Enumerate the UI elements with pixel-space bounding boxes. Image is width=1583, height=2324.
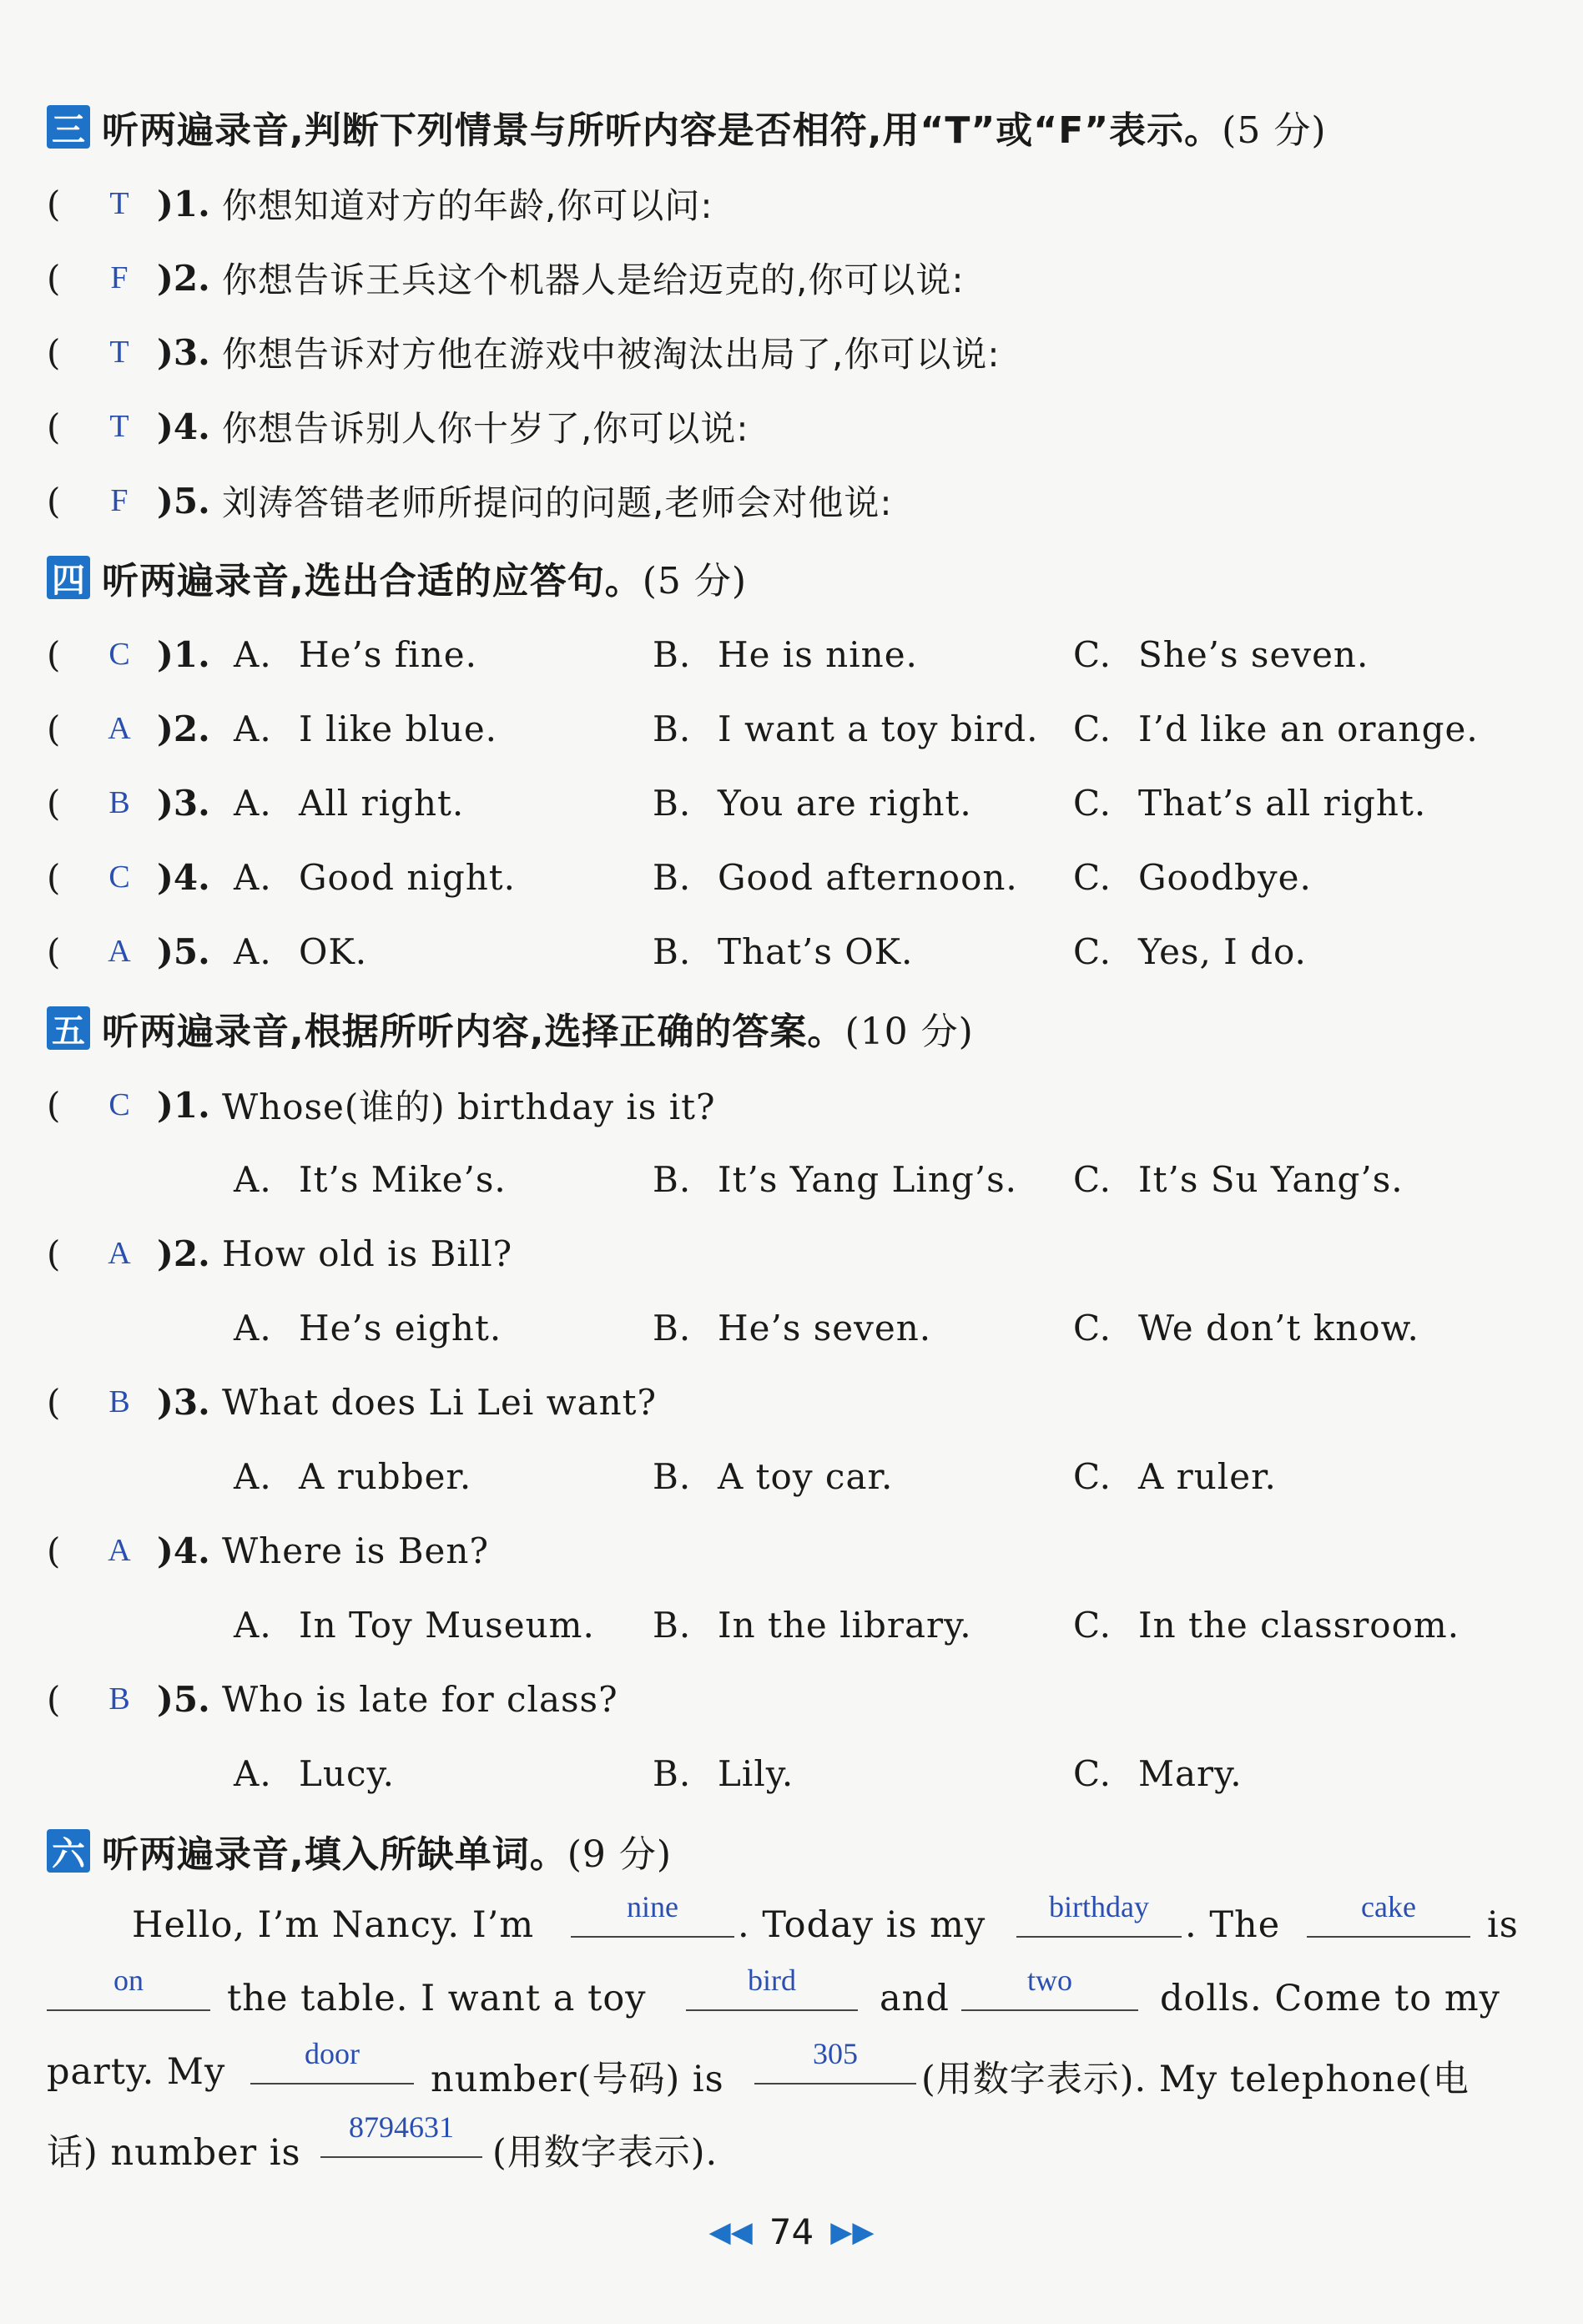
section-3-title-text: 听两遍录音,判断下列情景与所听内容是否相符,用“T”或“F”表示。: [102, 109, 1223, 152]
s3-question-2: [47, 253, 965, 303]
cloze-text: party. My: [47, 2051, 226, 2093]
s4-q2-option-c: [1073, 703, 1479, 754]
option-letter: A.: [234, 1455, 272, 1497]
option-text: He’s seven.: [718, 1307, 932, 1349]
s4-q3-option-b: [653, 778, 972, 828]
answer: B: [108, 1384, 130, 1419]
s5-question-1: [47, 1080, 716, 1130]
option-text: Mary.: [1138, 1752, 1243, 1794]
cloze-text: Hello, I’m Nancy. I’m: [132, 1904, 535, 1946]
paren: (: [47, 856, 61, 898]
cloze-blank-1: nine: [571, 1888, 734, 1938]
s5-q2-option-c: [1073, 1303, 1419, 1353]
s4-q4-option-b: [653, 852, 1018, 902]
option-letter: B.: [653, 782, 692, 824]
question-number: )1.: [157, 183, 210, 224]
s3-question-1: [47, 179, 713, 229]
s4-q3-option-c: [1073, 778, 1426, 828]
question-number: )5.: [157, 930, 210, 972]
question-number: )3.: [157, 1381, 210, 1423]
cloze-blank-2: birthday: [1016, 1888, 1182, 1938]
option-text: Yes, I do.: [1138, 930, 1307, 972]
option-letter: B.: [653, 1307, 692, 1349]
answer: A: [108, 711, 131, 746]
option-text: You are right.: [718, 782, 972, 824]
s3-question-5: [47, 476, 893, 526]
question-text: Where is Ben?: [222, 1530, 489, 1571]
answer: B: [108, 785, 130, 820]
question-text: 你想告诉对方他在游戏中被淘汰出局了,你可以说:: [222, 334, 1001, 375]
option-letter: A.: [234, 633, 272, 675]
question-number: )4.: [157, 406, 210, 447]
paren: (: [47, 480, 61, 522]
option-letter: C.: [1073, 1307, 1112, 1349]
paren: (: [47, 633, 61, 675]
option-letter: C.: [1073, 1158, 1112, 1200]
option-letter: B.: [653, 1455, 692, 1497]
option-letter: B.: [653, 1752, 692, 1794]
section-3-badge: 三: [47, 105, 90, 149]
answer: F: [110, 483, 129, 518]
s5-q2-option-a: [234, 1303, 502, 1353]
question-number: )3.: [157, 782, 210, 824]
paren: (: [47, 930, 61, 972]
option-text: I’d like an orange.: [1138, 708, 1479, 749]
option-text: We don’t know.: [1138, 1307, 1419, 1349]
cloze-text: (用数字表示). My telephone(电: [921, 2059, 1470, 2100]
s4-q4-option-a: [234, 852, 516, 902]
cloze-text: number(号码) is: [431, 2059, 724, 2100]
option-letter: A.: [234, 1307, 272, 1349]
option-text: He’s fine.: [299, 633, 477, 675]
paren: (: [47, 1530, 61, 1571]
option-letter: A.: [234, 782, 272, 824]
cloze-text: . The: [1185, 1904, 1281, 1946]
section-5-header: [47, 1003, 974, 1053]
s5-q4-option-c: [1073, 1600, 1459, 1650]
cloze-blank-7: door: [250, 2034, 414, 2085]
s4-q5-option-b: [653, 926, 913, 976]
next-arrow-icon: ▶▶: [830, 2215, 875, 2249]
question-text: What does Li Lei want?: [222, 1381, 658, 1423]
s5-question-2: [47, 1228, 512, 1278]
answer: T: [109, 409, 129, 444]
s4-q2-option-b: [653, 703, 1038, 754]
s4-q1-option-a: [234, 629, 477, 679]
section-3-title: [102, 100, 1326, 154]
question-number: )2.: [157, 257, 210, 299]
option-letter: A.: [234, 1752, 272, 1794]
question-number: )2.: [157, 708, 210, 749]
option-text: She’s seven.: [1138, 633, 1369, 675]
option-text: He’s eight.: [299, 1307, 502, 1349]
option-text: A rubber.: [299, 1455, 472, 1497]
paren: (: [47, 331, 61, 373]
cloze-text: (用数字表示).: [492, 2132, 718, 2174]
page-number: 74: [769, 2211, 814, 2252]
section-4-header: [47, 552, 747, 602]
s5-q4-option-a: [234, 1600, 595, 1650]
question-number: )1.: [157, 1084, 210, 1126]
section-5-points: (10 分): [844, 1011, 974, 1053]
s5-q1-option-b: [653, 1154, 1017, 1204]
cloze-blank-5: bird: [686, 1961, 858, 2011]
question-number: )5.: [157, 480, 210, 522]
section-6-badge: 六: [47, 1829, 90, 1873]
cloze-blank-6: two: [961, 1961, 1138, 2011]
paren: (: [47, 782, 61, 824]
s5-q5-option-b: [653, 1748, 794, 1798]
section-5-title-text: 听两遍录音,根据所听内容,选择正确的答案。: [102, 1011, 845, 1053]
cloze-text: is: [1487, 1904, 1519, 1946]
option-letter: C.: [1073, 708, 1112, 749]
option-letter: A.: [234, 856, 272, 898]
section-4-badge: 四: [47, 556, 90, 599]
s3-question-4: [47, 401, 749, 451]
prev-arrow-icon: ◀◀: [708, 2215, 753, 2249]
s5-q5-option-c: [1073, 1748, 1243, 1798]
section-4-title: [102, 551, 747, 604]
section-5-title: [102, 1001, 974, 1055]
option-text: That’s all right.: [1138, 782, 1427, 824]
option-letter: C.: [1073, 1455, 1112, 1497]
option-letter: A.: [234, 1158, 272, 1200]
option-text: It’s Yang Ling’s.: [718, 1158, 1018, 1200]
option-letter: A.: [234, 708, 272, 749]
question-number: )2.: [157, 1233, 210, 1274]
option-letter: B.: [653, 633, 692, 675]
option-letter: C.: [1073, 782, 1112, 824]
question-text: Whose(谁的) birthday is it?: [222, 1086, 716, 1127]
answer: A: [108, 1236, 131, 1271]
cloze-blank-9: 8794631: [320, 2108, 482, 2158]
section-3-points: (5 分): [1222, 109, 1327, 152]
answer: C: [108, 860, 130, 895]
option-text: Goodbye.: [1138, 856, 1312, 898]
answer: F: [110, 260, 129, 295]
cloze-blank-8: 305: [754, 2034, 916, 2085]
paren: (: [47, 1381, 61, 1423]
question-text: How old is Bill?: [222, 1233, 513, 1274]
option-text: A toy car.: [718, 1455, 894, 1497]
s5-question-4: [47, 1525, 489, 1575]
section-6-points: (9 分): [567, 1833, 673, 1876]
answer: C: [108, 637, 130, 672]
option-letter: C.: [1073, 633, 1112, 675]
s5-q4-option-b: [653, 1600, 972, 1650]
option-text: Lily.: [718, 1752, 794, 1794]
s4-q5-option-a: [234, 926, 367, 976]
answer: T: [109, 335, 129, 370]
section-6-title-text: 听两遍录音,填入所缺单词。: [102, 1833, 567, 1876]
question-number: )5.: [157, 1678, 210, 1720]
s4-q1-option-c: [1073, 629, 1369, 679]
paren: (: [47, 1678, 61, 1720]
option-letter: A.: [234, 1604, 272, 1646]
section-4-points: (5 分): [642, 560, 748, 602]
question-number: )4.: [157, 1530, 210, 1571]
question-text: 你想知道对方的年龄,你可以问:: [222, 185, 713, 226]
s5-q1-option-a: [234, 1154, 507, 1204]
option-letter: B.: [653, 1604, 692, 1646]
option-letter: C.: [1073, 1604, 1112, 1646]
option-text: That’s OK.: [718, 930, 914, 972]
section-6-header: [47, 1826, 672, 1876]
paren: (: [47, 1233, 61, 1274]
option-text: A ruler.: [1138, 1455, 1277, 1497]
s5-question-3: [47, 1377, 657, 1427]
answer: A: [108, 1533, 131, 1568]
question-text: 你想告诉别人你十岁了,你可以说:: [222, 408, 749, 449]
answer: A: [108, 934, 131, 969]
section-4-title-text: 听两遍录音,选出合适的应答句。: [102, 560, 643, 602]
cloze-text: dolls. Come to my: [1160, 1978, 1500, 2019]
section-6-title: [102, 1824, 672, 1878]
option-text: In the library.: [718, 1604, 972, 1646]
s5-q1-option-c: [1073, 1154, 1404, 1204]
s4-q3-option-a: [234, 778, 464, 828]
option-letter: B.: [653, 708, 692, 749]
option-letter: A.: [234, 930, 272, 972]
paren: (: [47, 257, 61, 299]
option-text: He is nine.: [718, 633, 918, 675]
answer: T: [109, 186, 129, 221]
option-letter: C.: [1073, 856, 1112, 898]
paren: (: [47, 406, 61, 447]
paren: (: [47, 183, 61, 224]
question-text: 你想告诉王兵这个机器人是给迈克的,你可以说:: [222, 260, 965, 300]
answer: B: [108, 1681, 130, 1717]
s3-question-3: [47, 327, 1001, 377]
s5-q3-option-a: [234, 1451, 471, 1501]
option-text: I like blue.: [299, 708, 498, 749]
option-letter: B.: [653, 930, 692, 972]
question-number: )3.: [157, 331, 210, 373]
option-text: Good afternoon.: [718, 856, 1018, 898]
option-text: It’s Su Yang’s.: [1138, 1158, 1404, 1200]
section-5-badge: 五: [47, 1006, 90, 1050]
option-letter: B.: [653, 1158, 692, 1200]
option-text: In Toy Museum.: [299, 1604, 595, 1646]
question-text: 刘涛答错老师所提问的问题,老师会对他说:: [222, 482, 893, 523]
s4-q2-option-a: [234, 703, 497, 754]
s4-question-2: [47, 703, 222, 754]
page-footer: [0, 2211, 1583, 2252]
s5-q5-option-a: [234, 1748, 395, 1798]
question-number: )1.: [157, 633, 210, 675]
option-letter: C.: [1073, 930, 1112, 972]
option-text: In the classroom.: [1138, 1604, 1460, 1646]
cloze-blank-3: cake: [1307, 1888, 1470, 1938]
cloze-text: . Today is my: [738, 1904, 986, 1946]
s5-q3-option-c: [1073, 1451, 1277, 1501]
s4-question-3: [47, 778, 222, 828]
cloze-text: the table. I want a toy: [227, 1978, 647, 2019]
option-text: All right.: [299, 782, 465, 824]
cloze-blank-4: on: [47, 1961, 210, 2011]
s5-q3-option-b: [653, 1451, 893, 1501]
paren: (: [47, 1084, 61, 1126]
s4-question-1: [47, 629, 222, 679]
option-text: Lucy.: [299, 1752, 395, 1794]
section-3-header: [47, 102, 1326, 152]
option-text: Good night.: [299, 856, 517, 898]
s4-question-4: [47, 852, 222, 902]
cloze-text: 话) number is: [47, 2132, 301, 2174]
cloze-text: and: [880, 1978, 950, 2019]
s4-q1-option-b: [653, 629, 918, 679]
answer: C: [108, 1087, 130, 1122]
s4-q4-option-c: [1073, 852, 1312, 902]
paren: (: [47, 708, 61, 749]
option-text: I want a toy bird.: [718, 708, 1039, 749]
option-text: OK.: [299, 930, 368, 972]
option-text: It’s Mike’s.: [299, 1158, 507, 1200]
option-letter: B.: [653, 856, 692, 898]
s5-question-5: [47, 1674, 618, 1724]
s4-question-5: [47, 926, 222, 976]
option-letter: C.: [1073, 1752, 1112, 1794]
question-number: )4.: [157, 856, 210, 898]
s5-q2-option-b: [653, 1303, 931, 1353]
s4-q5-option-c: [1073, 926, 1307, 976]
question-text: Who is late for class?: [222, 1678, 618, 1720]
